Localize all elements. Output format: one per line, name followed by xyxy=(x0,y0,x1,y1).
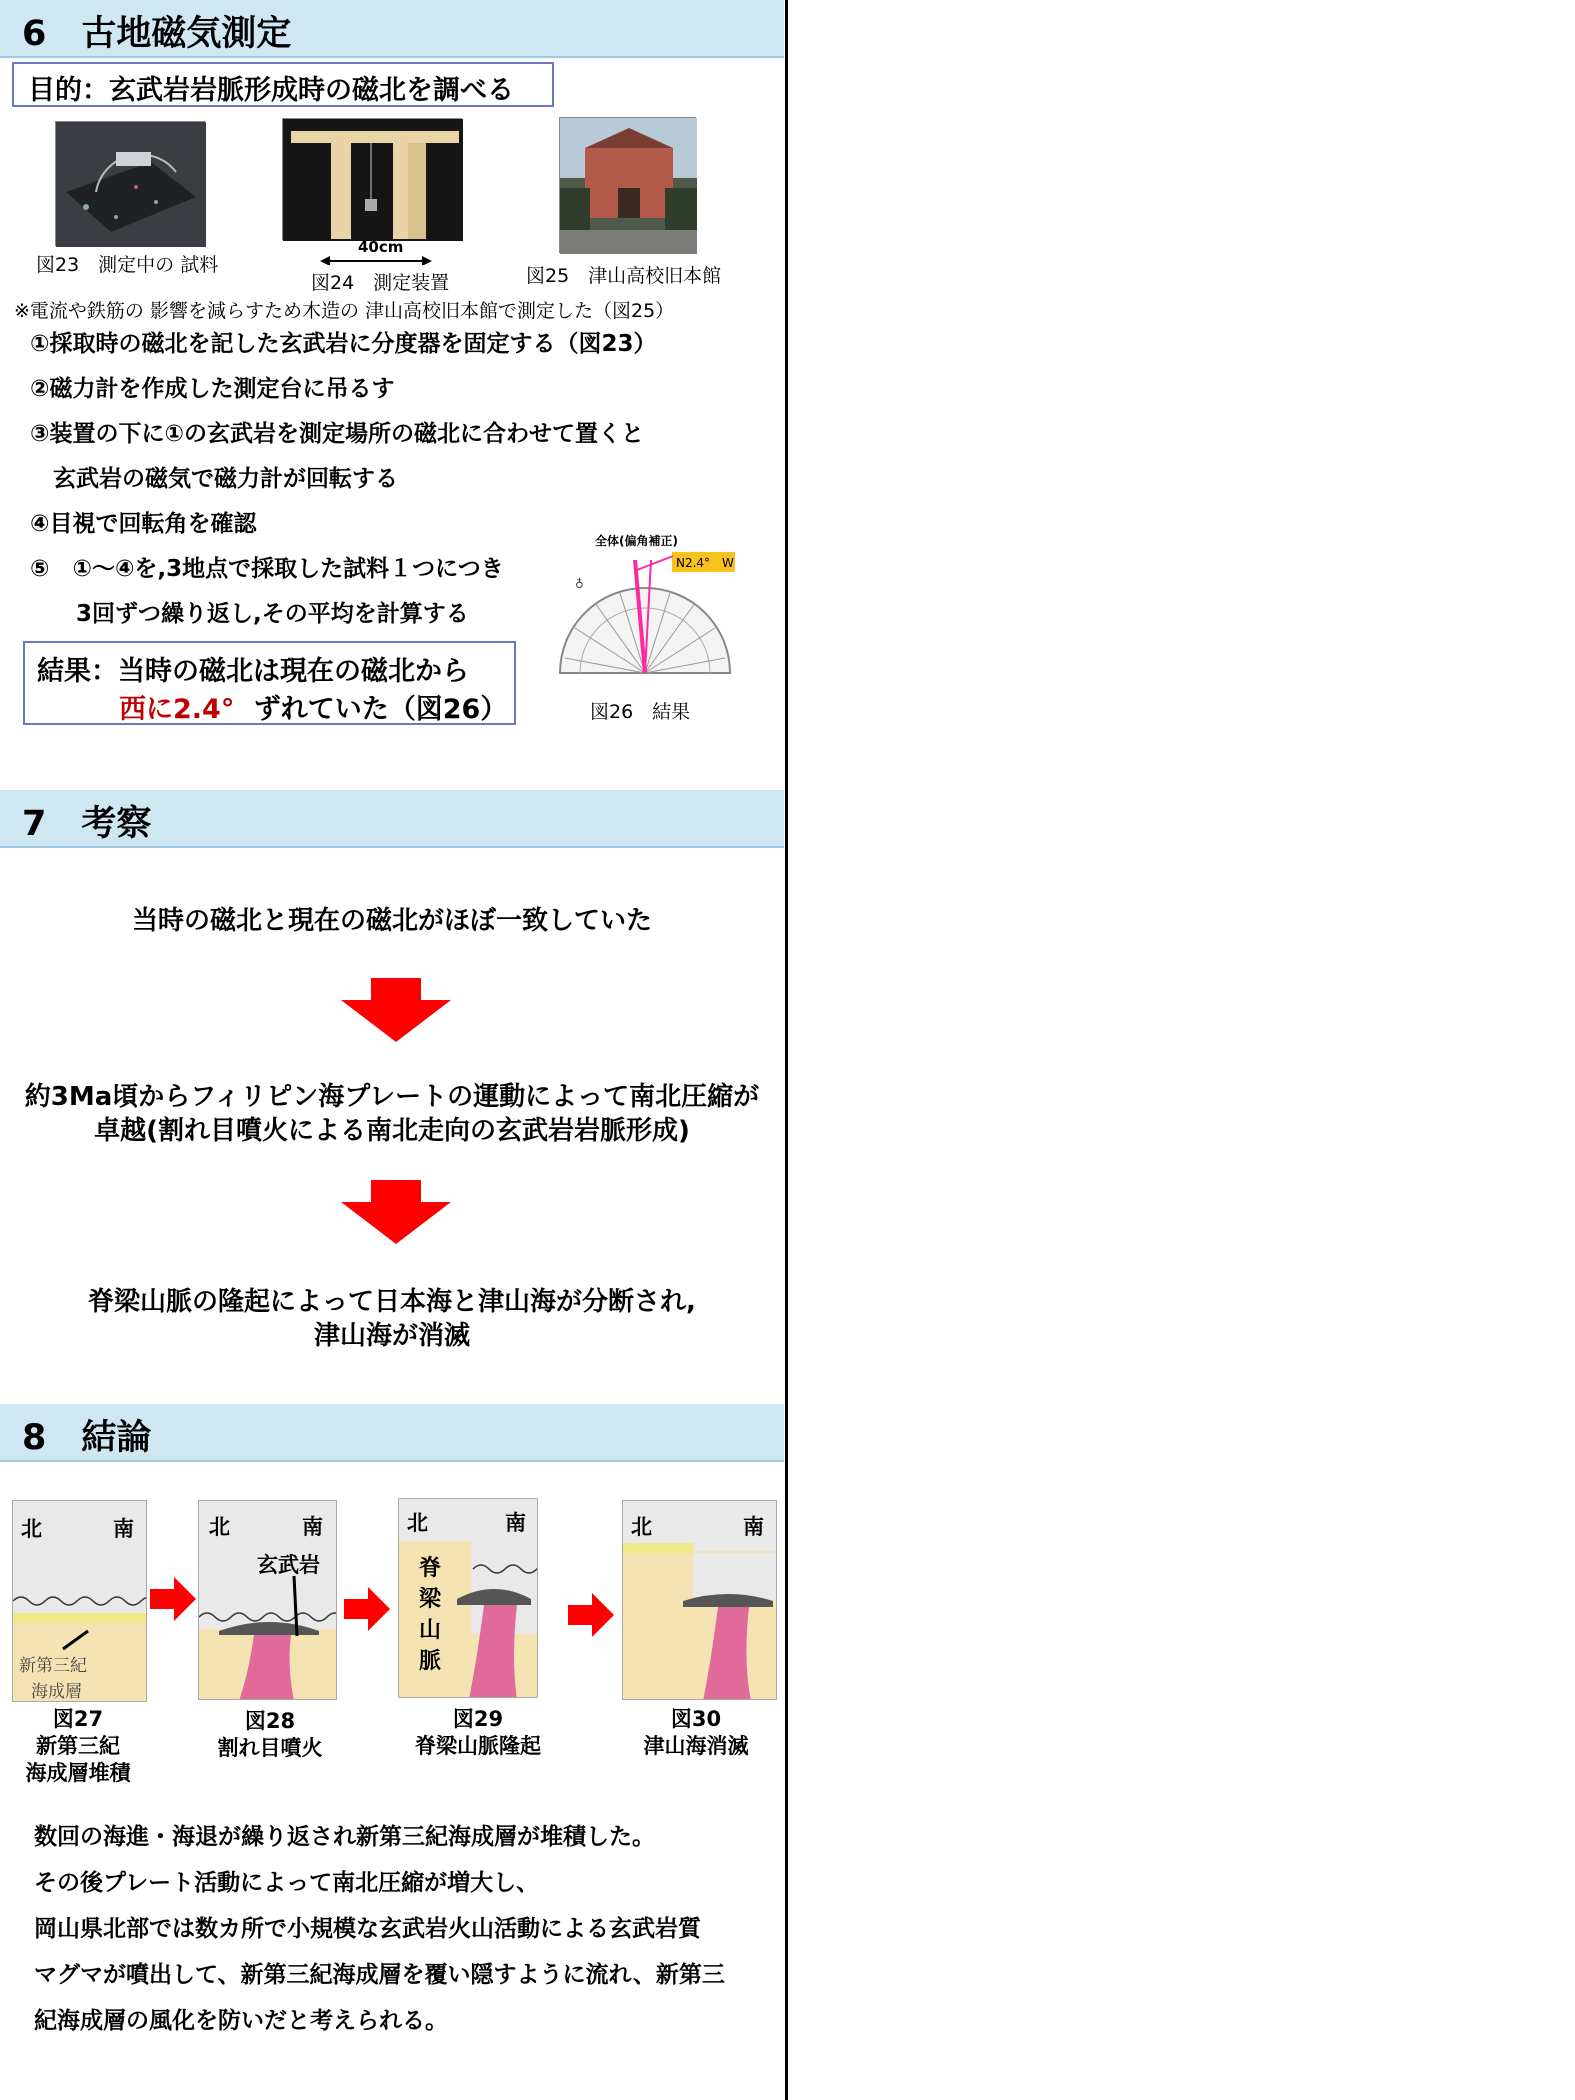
column-divider xyxy=(785,0,788,2100)
step-5: ⑤ ①～④を,3地点で採取した試料１つにつき xyxy=(30,556,504,582)
section-title: 6 古地磁気測定 xyxy=(22,14,292,54)
step-5-cont: 3回ずつ繰り返し,その平均を計算する xyxy=(30,601,469,627)
conclusion-line-1: 数回の海進・海退が繰り返され新第三紀海成層が堆積した。 xyxy=(34,1824,655,1850)
discussion-point-3b: 津山海が消滅 xyxy=(313,1321,470,1351)
stage-caption: 図28 割れ目噴火 xyxy=(217,1709,323,1760)
stage-caption: 図29 脊梁山脈隆起 xyxy=(415,1707,541,1758)
label-north: 北 xyxy=(21,1517,42,1541)
stage-sea-disappearance-diagram xyxy=(622,1500,777,1700)
dimension-label: 40cm xyxy=(358,238,404,256)
discussion-point-2b: 卓越(割れ目噴火による南北走向の玄武岩岩脈形成) xyxy=(94,1116,690,1146)
label-north: 北 xyxy=(209,1515,230,1539)
label-layer-2: 海成層 xyxy=(31,1682,82,1702)
section-header-7 xyxy=(0,790,784,848)
label-south: 南 xyxy=(113,1517,134,1541)
conclusion-line-5: 紀海成層の風化を防いだと考えられる。 xyxy=(34,2008,448,2034)
section-title: 8 結論 xyxy=(22,1418,152,1458)
step-3-cont: 玄武岩の磁気で磁力計が回転する xyxy=(30,466,398,492)
step-3: ③装置の下に①の玄武岩を測定場所の磁北に合わせて置くと xyxy=(30,421,644,447)
fig23-caption: 図23 測定中の 試料 xyxy=(36,254,219,276)
apparatus-photo xyxy=(282,118,462,240)
measurement-note: ※電流や鉄筋の 影響を減らすため木造の 津山高校旧本館で測定した（図25） xyxy=(14,300,675,322)
step-4: ④目視で回転角を確認 xyxy=(30,511,257,537)
fig26-title: 全体(偏角補正) xyxy=(595,534,678,548)
building-image xyxy=(560,118,697,254)
discussion-point-1: 当時の磁北と現在の磁北がほぼ一致していた xyxy=(131,906,652,936)
result-highlight: 西に2.4° xyxy=(119,694,235,725)
label-north: 北 xyxy=(631,1515,652,1539)
step-1: ①採取時の磁北を記した玄武岩に分度器を固定する（図23） xyxy=(30,331,657,357)
section-header-8 xyxy=(0,1404,784,1462)
stage-sediment-diagram xyxy=(12,1500,147,1702)
stage-caption: 図27 新第三紀 海成層堆積 xyxy=(25,1707,131,1785)
label-basalt: 玄武岩 xyxy=(257,1553,320,1577)
stage-eruption-diagram xyxy=(198,1500,337,1700)
result-line1: 当時の磁北は現在の磁北から xyxy=(118,656,469,687)
fig24-caption: 図24 測定装置 xyxy=(311,272,450,294)
section-header-6 xyxy=(0,0,784,58)
result-line2: ずれていた（図26） xyxy=(253,694,508,725)
label-south: 南 xyxy=(302,1515,323,1539)
stage-caption: 図30 津山海消滅 xyxy=(643,1707,749,1758)
result-label: 結果： xyxy=(37,656,118,687)
conclusion-line-2: その後プレート活動によって南北圧縮が増大し、 xyxy=(34,1870,540,1896)
label-south: 南 xyxy=(743,1515,764,1539)
building-photo xyxy=(559,117,696,253)
discussion-point-3a: 脊梁山脈の隆起によって日本海と津山海が分断され, xyxy=(88,1287,696,1317)
goal-box: 目的：玄武岩岩脈形成時の磁北を調べる xyxy=(12,62,554,107)
fig25-caption: 図25 津山高校旧本館 xyxy=(526,265,722,287)
sample-photo xyxy=(55,121,205,246)
label-north: 北 xyxy=(407,1511,428,1535)
right-arrow-icon xyxy=(344,1587,390,1631)
discussion-point-2a: 約3Ma頃からフィリピン海プレートの運動によって南北圧縮が xyxy=(24,1082,760,1112)
mountain-label: 脊 梁 山 脈 xyxy=(419,1556,442,1674)
section-title: 7 考察 xyxy=(22,804,152,844)
right-arrow-icon xyxy=(568,1593,614,1637)
declination-badge: N2.4° W xyxy=(672,552,735,572)
label-layer: 新第三紀 xyxy=(19,1656,87,1676)
down-arrow-icon xyxy=(341,978,451,1042)
protractor-sample-image xyxy=(56,122,206,247)
svg-text:♁: ♁ xyxy=(575,577,584,591)
conclusion-line-4: マグマが噴出して、新第三紀海成層を覆い隠すように流れ、新第三 xyxy=(34,1962,725,1988)
down-arrow-icon xyxy=(341,1180,451,1244)
fig26-caption: 図26 結果 xyxy=(590,701,691,723)
right-arrow-icon xyxy=(150,1577,196,1621)
protractor-result-diagram xyxy=(555,548,735,678)
stage-uplift-diagram xyxy=(398,1498,538,1698)
step-2: ②磁力計を作成した測定台に吊るす xyxy=(30,376,395,402)
label-south: 南 xyxy=(505,1511,526,1535)
apparatus-image xyxy=(283,119,463,241)
conclusion-line-3: 岡山県北部では数カ所で小規模な玄武岩火山活動による玄武岩質 xyxy=(34,1916,701,1942)
result-box xyxy=(23,641,516,725)
